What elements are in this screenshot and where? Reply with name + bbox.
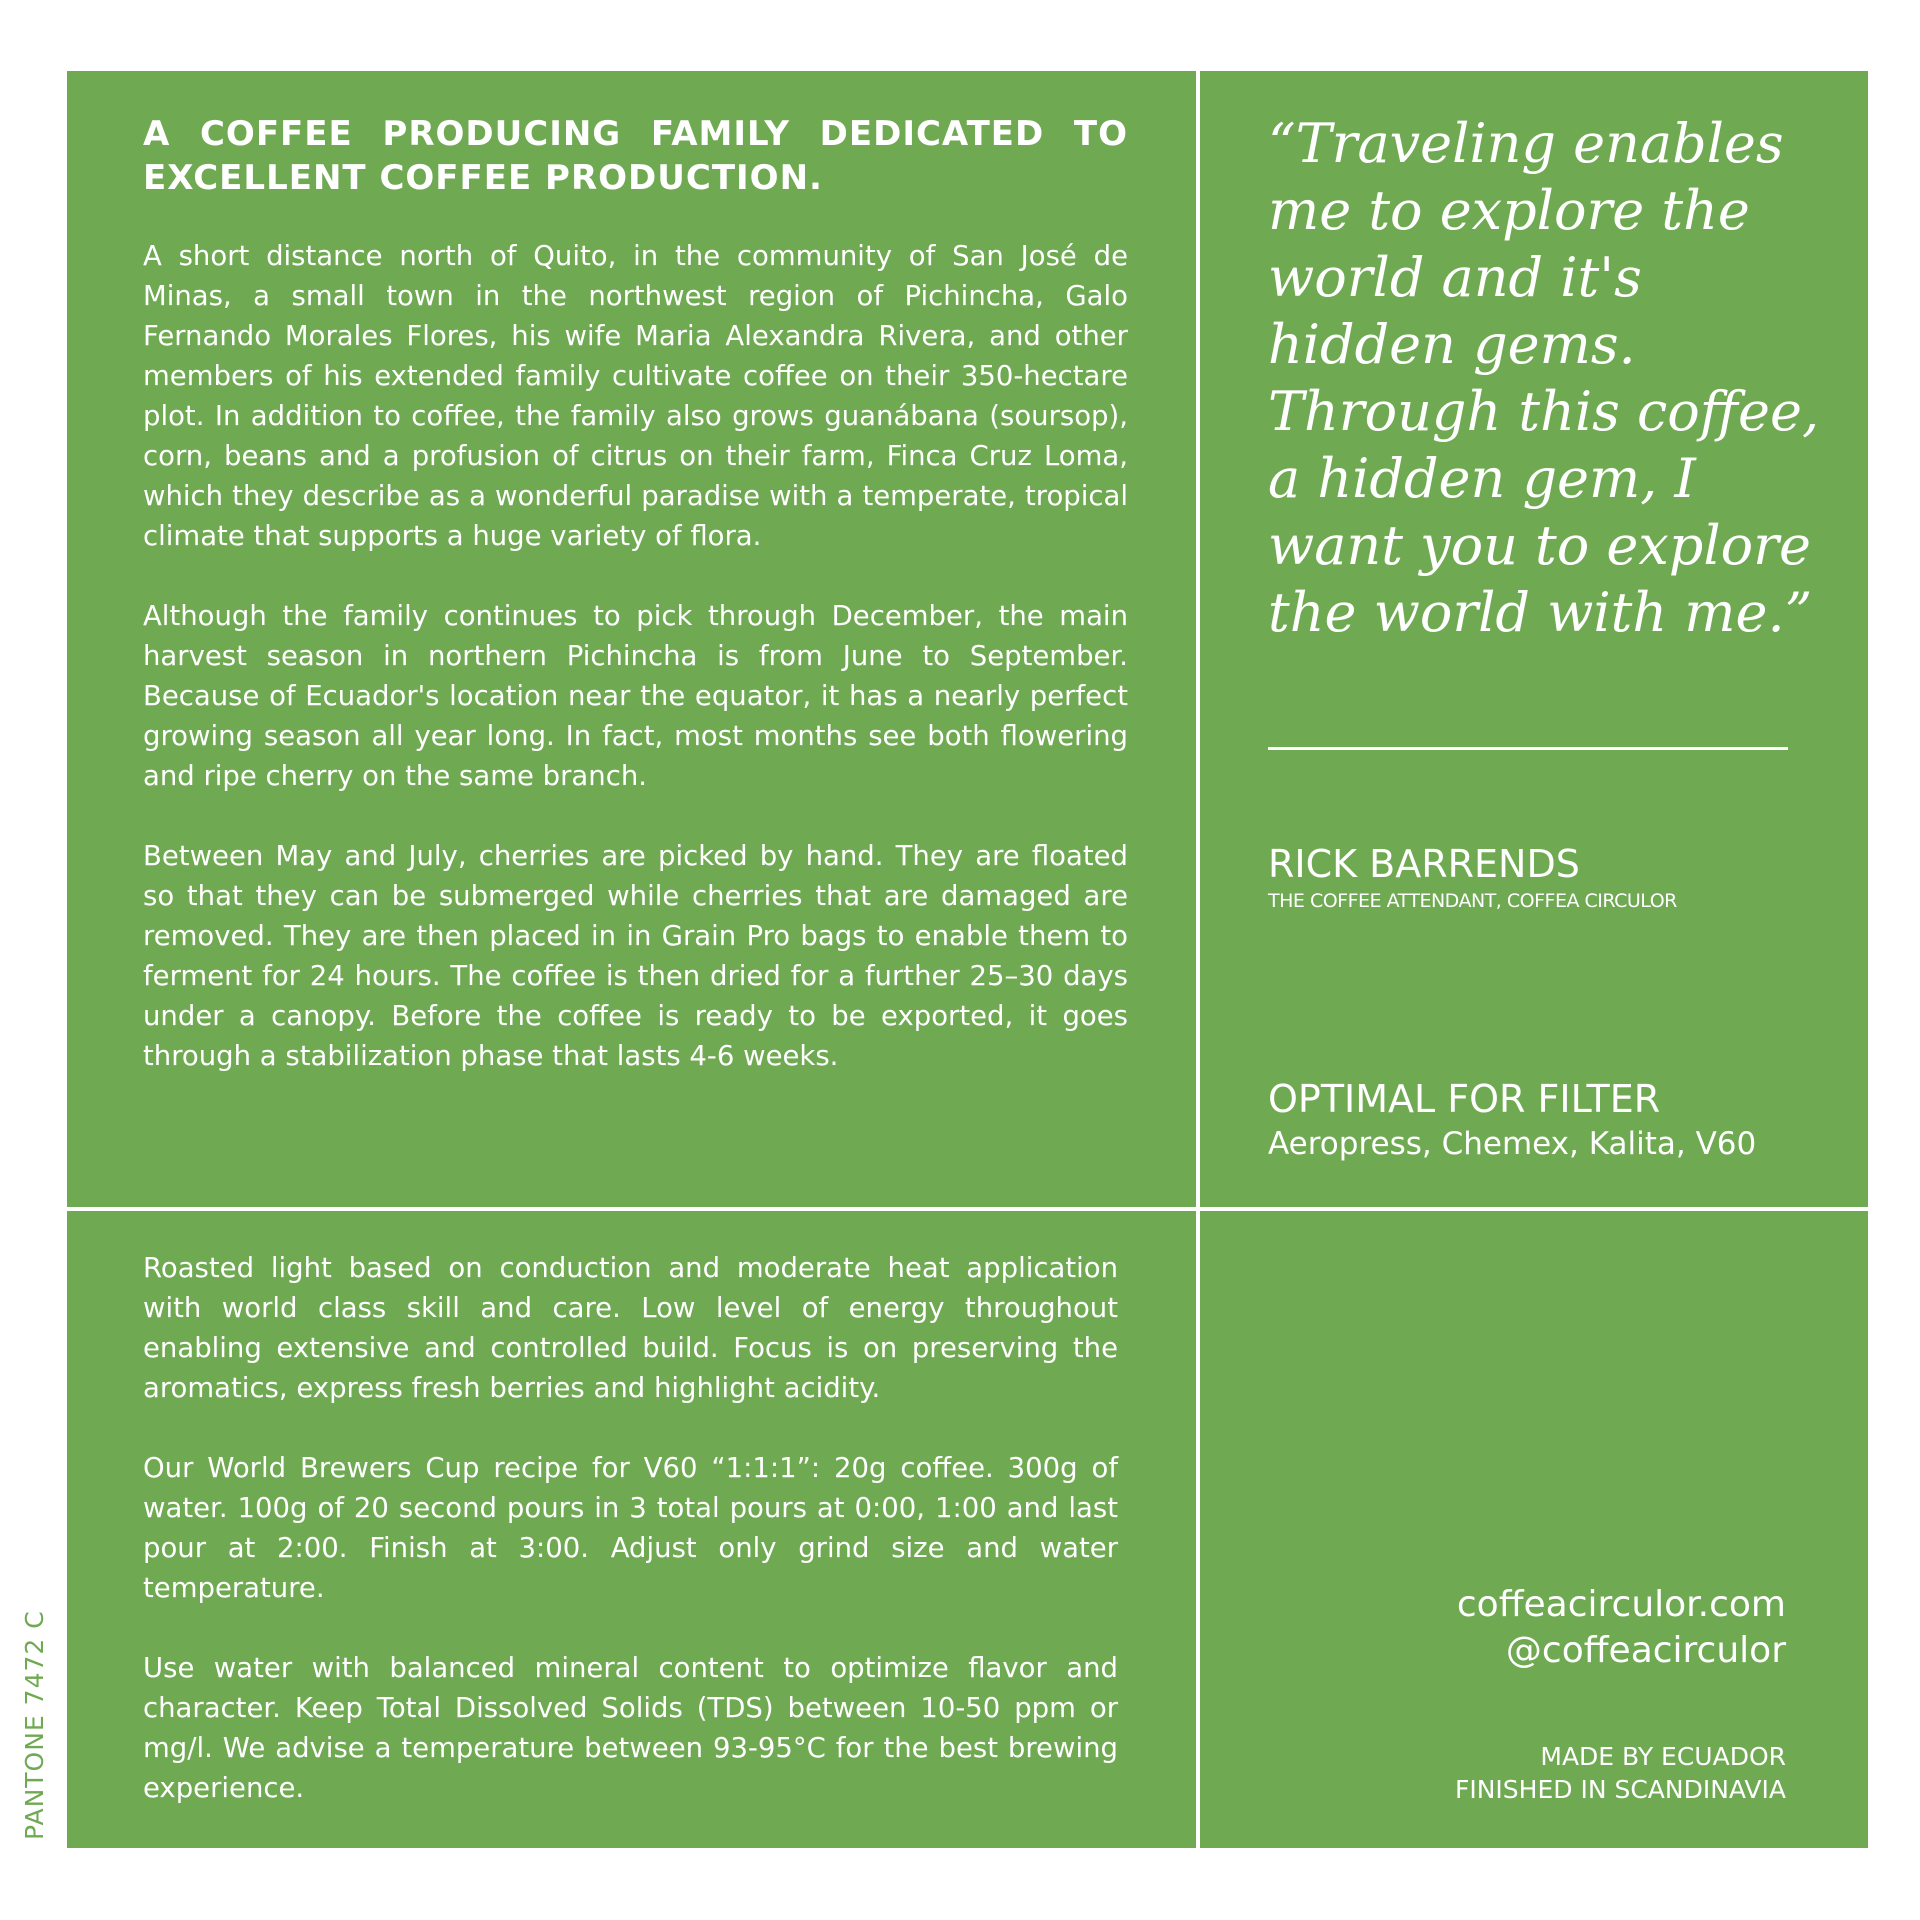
brew-recipe: Our World Brewers Cup recipe for V60 “1:1:1”: 20g coffee. 300g of water. 100g of 20 second pours in 3 total pours at 0:00, 1:00 and last pour at 2:00. Finish at 3:00. Adjust only grind size and water temperature.	[143, 1452, 1118, 1604]
story-paragraph-harvest: Although the family continues to pick through December, the main harvest season in northern Pichincha is from June to September. Because of Ecuador's location near the equator, it has a nearly perfect growing season all year long. In fact, most months see both flowering and ripe cherry on the same branch.	[143, 600, 1128, 792]
story-paragraph-processing: Between May and July, cherries are picked by hand. They are floated so that they can be submerged while cherries that are damaged are removed. They are then placed in in Grain Pro bags to enable them to ferment for 24 hours. The coffee is then dried for a further 25–30 days under a canopy. Before the coffee is ready to be exported, it goes through a stabilization phase that lasts 4-6 weeks.	[143, 840, 1128, 1072]
vertical-divider	[1196, 71, 1200, 1848]
brewing-section	[143, 1248, 1118, 1848]
pantone-color-label: PANTONE 7472 C	[20, 1610, 49, 1840]
origin-block	[1455, 1740, 1786, 1806]
quote-rule	[1268, 747, 1788, 750]
horizontal-divider	[67, 1207, 1868, 1211]
social-handle: @coffeacirculor	[1505, 1630, 1786, 1671]
contact-block	[1457, 1582, 1786, 1674]
quote-author-name: RICK BARRENDS	[1268, 842, 1580, 886]
website-link: coffeacirculor.com	[1456, 1584, 1786, 1625]
brew-methods: Aeropress, Chemex, Kalita, V60	[1268, 1126, 1757, 1162]
story-paragraph-origin: A short distance north of Quito, in the community of San José de Minas, a small town in the northwest region of Pichincha, Galo Fernando Morales Flores, his wife Maria Alexandra Rivera, and other members of his extended family cultivate coffee on their 350-hectare plot. In addition to coffee, the family also grows guanábana (soursop), corn, beans and a profusion of citrus on their farm, Finca Cruz Loma, which they describe as a wonderful paradise with a temperate, tropical climate that supports a huge variety of flora.	[143, 240, 1128, 552]
water-guidance: Use water with balanced mineral content to optimize flavor and character. Keep Total Dissolved Solids (TDS) between 10-50 ppm or mg/l. We advise a temperature between 93-95°C for the best brewing experience.	[143, 1652, 1118, 1804]
quote-author-role: THE COFFEE ATTENDANT, COFFEA CIRCULOR	[1268, 890, 1677, 912]
finished-in-label: FINISHED IN SCANDINAVIA	[1454, 1775, 1786, 1804]
story-heading: A COFFEE PRODUCING FAMILY DEDICATED TO EXCELLENT COFFEE PRODUCTION.	[143, 114, 1128, 198]
optimal-for-title: OPTIMAL FOR FILTER	[1268, 1077, 1661, 1121]
roast-description: Roasted light based on conduction and moderate heat application with world class skill and care. Low level of energy throughout enabling extensive and controlled build. Focus is on preserving the aromatics, express fresh berries and highlight acidity.	[143, 1252, 1118, 1404]
traveler-quote: “Traveling enables me to explore the world and it's hidden gems. Through this coffee, a hidden gem, I want you to explore the world with me.”	[1268, 112, 1820, 644]
made-by-label: MADE BY ECUADOR	[1540, 1742, 1786, 1771]
story-section	[143, 112, 1128, 1116]
